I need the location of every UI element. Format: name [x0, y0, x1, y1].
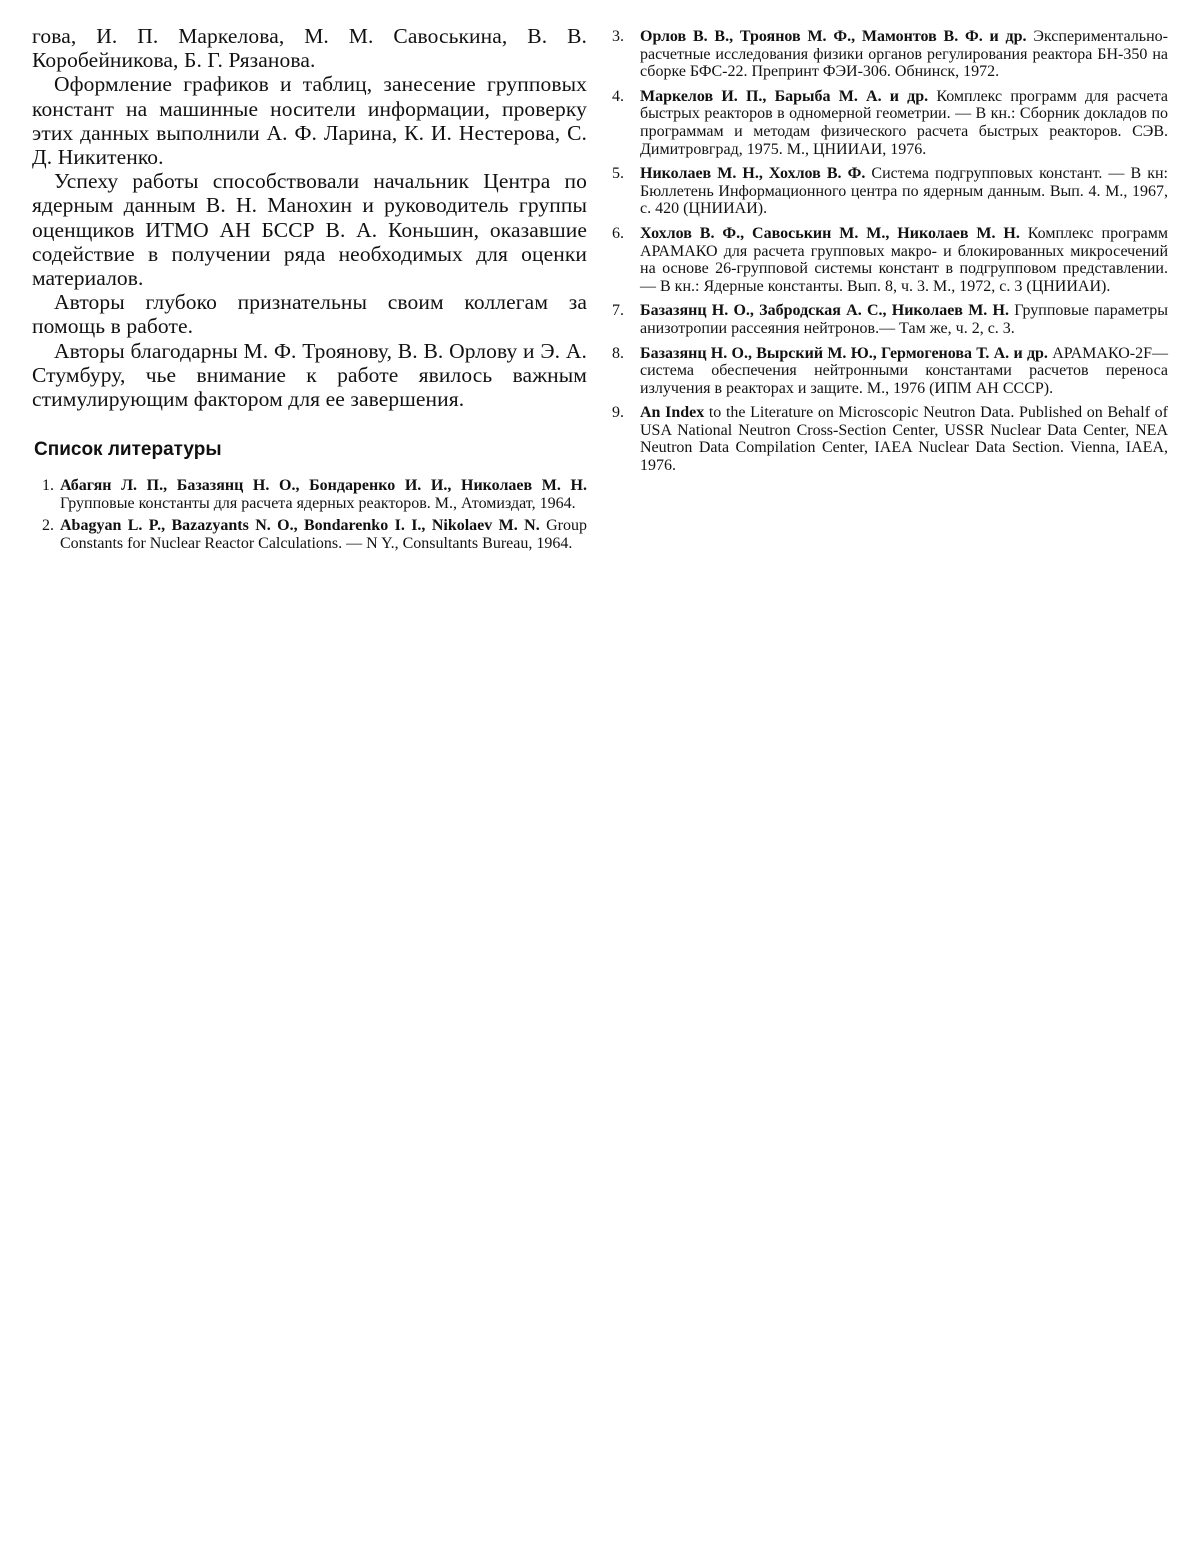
reference-item: [612, 225, 1168, 295]
reference-item: [612, 404, 1168, 474]
reference-details: АРАМАКО-2F—система обеспечения нейтронными константами расчетов переноса излучения в реакторах и защите. М., 1976 (ИПМ АН СССР).: [640, 344, 1169, 397]
left-column: [32, 24, 587, 558]
reference-details: Комплекс программ АРАМАКО для расчета групповых макро- и блокированных микросечений на основе 26-групповой системы констант в подгрупповом представлении. — В кн.: Ядерные константы. Вып. 8, ч. 3. М., 1972, с. 3 (ЦНИИАИ).: [640, 224, 1169, 295]
references-heading: Список литературы: [34, 439, 222, 461]
reference-details: Групповые константы для расчета ядерных реакторов. М., Атомиздат, 1964.: [60, 494, 576, 512]
right-column: [612, 28, 1168, 482]
reference-details: Экспериментально-расчетные исследования физики органов регулирования реактора БН-350 на сборке БФС-22. Препринт ФЭИ-306. Обнинск, 1972.: [640, 28, 1168, 81]
reference-number: 3.: [612, 28, 624, 45]
paragraph: Оформление графиков и таблиц, занесение групповых констант на машинные носители информации, проверку этих данных выполнили А. Ф. Ларина, К. И. Нестерова, С. Д. Никитенко.: [32, 72, 587, 170]
paragraph: гова, И. П. Маркелова, М. М. Савоськина, В. В. Коробейникова, Б. Г. Рязанова.: [32, 24, 587, 73]
reference-authors: Абагян Л. П., Базазянц Н. О., Бондаренко И. И., Николаев М. Н.: [60, 477, 587, 495]
paragraph: Успеху работы способствовали начальник Центра по ядерным данным В. Н. Манохин и руководитель группы оценщиков ИТМО АН БССР В. А. Коньшин, оказавшие содействие в получении ряда необходимых для оценки материалов.: [32, 169, 587, 291]
reference-authors: Базазянц Н. О., Забродская А. С., Николаев М. Н.: [640, 302, 1009, 320]
reference-number: 6.: [612, 224, 624, 242]
reference-number: 7.: [612, 302, 624, 320]
reference-authors: Николаев М. Н., Хохлов В. Ф.: [640, 165, 866, 183]
reference-number: 9.: [612, 404, 624, 422]
paragraph: Авторы глубоко признательны своим коллегам за помощь в работе.: [32, 290, 587, 339]
reference-details: to the Literature on Microscopic Neutron Data. Published on Behalf of USA National Neutron Cross-Section Center, USSR Nuclear Data Center, NEA Neutron Data Compilation Center, IAEA Nuclear Data Section. Vienna, IAEA, 1976.: [640, 404, 1169, 475]
reference-authors: Базазянц Н. О., Вырский М. Ю., Гермогенова Т. А. и др.: [640, 344, 1048, 362]
reference-text: [640, 345, 1168, 398]
reference-text: [640, 165, 1168, 218]
reference-item: [612, 165, 1168, 218]
reference-authors: Abagyan L. P., Bazazyants N. O., Bondarenko I. I., Nikolaev M. N.: [60, 517, 540, 535]
reference-number: 2.: [42, 517, 54, 535]
paragraph: Авторы благодарны М. Ф. Троянову, В. В. Орлову и Э. А. Стумбуру, чье внимание к работе явилось важным стимулирующим фактором для ее завершения.: [32, 338, 587, 412]
reference-text: [640, 225, 1168, 295]
reference-item: [32, 477, 587, 512]
reference-item: [32, 517, 587, 552]
reference-text: [60, 477, 587, 512]
reference-number: 8.: [612, 344, 624, 362]
reference-text: [640, 28, 1168, 81]
reference-details: Комплекс программ для расчета быстрых реакторов в одномерной геометрии. — В кн.: Сборник докладов по программам и методам физического расчета быстрых реакторов. СЭВ. Димитровград, 1975. М., ЦНИИАИ, 1976.: [640, 87, 1168, 158]
reference-details: Групповые параметры анизотропии рассеяния нейтронов.— Там же, ч. 2, с. 3.: [640, 302, 1168, 337]
reference-item: [612, 28, 1168, 81]
reference-authors: Маркелов И. П., Барыба М. А. и др.: [640, 87, 929, 105]
reference-text: [640, 302, 1168, 337]
reference-details: Group Constants for Nuclear Reactor Calculations. — N Y., Consultants Bureau, 1964.: [60, 517, 587, 553]
reference-text: [640, 404, 1168, 474]
reference-number: 4.: [612, 87, 624, 105]
reference-item: [612, 302, 1168, 337]
reference-text: [640, 88, 1168, 158]
reference-authors: Хохлов В. Ф., Савоськин М. М., Николаев М. Н.: [640, 224, 1020, 242]
reference-authors: Орлов В. В., Троянов М. Ф., Мамонтов В. Ф. и др.: [640, 28, 1027, 45]
reference-details: Система подгрупповых констант. — В кн: Бюллетень Информационного центра по ядерным данным. Вып. 4. М., 1967, с. 420 (ЦНИИАИ).: [640, 165, 1168, 218]
reference-number: 5.: [612, 165, 624, 183]
reference-item: [612, 345, 1168, 398]
reference-item: [612, 88, 1168, 158]
reference-number: 1.: [42, 477, 54, 495]
reference-authors: An Index: [640, 404, 705, 422]
reference-text: [60, 517, 587, 552]
